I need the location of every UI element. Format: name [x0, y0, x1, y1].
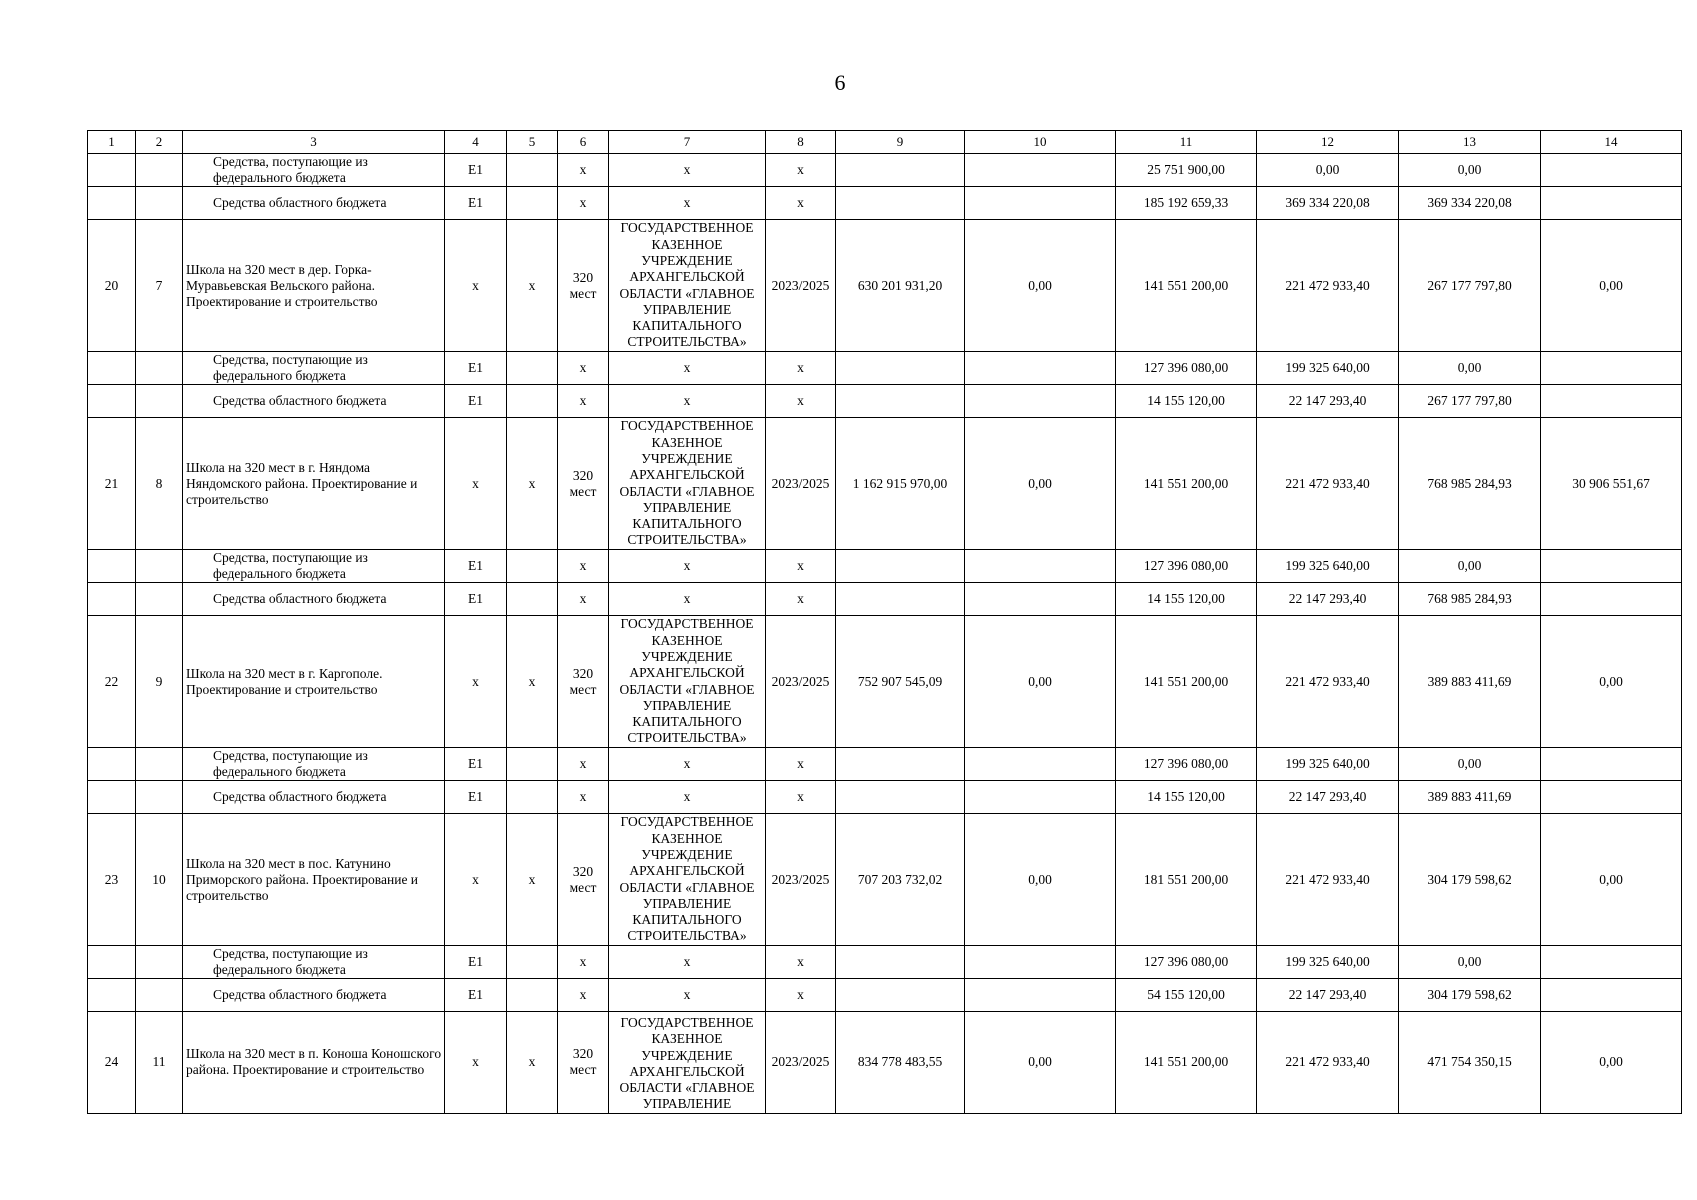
agency-cell: x [609, 781, 766, 814]
capacity-cell: x [558, 352, 609, 385]
row-number-cell: 24 [88, 1012, 136, 1114]
period-cell: x [766, 550, 836, 583]
capacity-cell: 320 мест [558, 220, 609, 352]
capacity-cell: x [558, 781, 609, 814]
object-name-cell: Школа на 320 мест в г. Няндома Няндомского района. Проектирование и строительство [183, 418, 445, 550]
col5-cell [507, 385, 558, 418]
amount-year1-cell: 25 751 900,00 [1116, 154, 1257, 187]
amount-year1-cell: 127 396 080,00 [1116, 946, 1257, 979]
object-name-cell: Школа на 320 мест в пос. Катунино Приморского района. Проектирование и строительство [183, 814, 445, 946]
funding-source-row [88, 946, 1682, 979]
estimated-cost-cell [836, 583, 965, 616]
col5-cell [507, 748, 558, 781]
header-cell: 1 [88, 131, 136, 154]
estimated-cost-cell: 630 201 931,20 [836, 220, 965, 352]
header-cell: 14 [1541, 131, 1682, 154]
sub-number-cell: 7 [136, 220, 183, 352]
header-cell: 9 [836, 131, 965, 154]
row-number-cell: 20 [88, 220, 136, 352]
amount-year2-cell: 199 325 640,00 [1257, 550, 1399, 583]
object-row [88, 814, 1682, 946]
header-cell: 2 [136, 131, 183, 154]
col10-cell: 0,00 [965, 616, 1116, 748]
amount-year3-cell: 0,00 [1399, 154, 1541, 187]
period-cell: x [766, 583, 836, 616]
col14-cell [1541, 748, 1682, 781]
amount-year1-cell: 141 551 200,00 [1116, 418, 1257, 550]
sub-number-cell [136, 154, 183, 187]
amount-year3-cell: 369 334 220,08 [1399, 187, 1541, 220]
funding-source-row [88, 352, 1682, 385]
col10-cell: 0,00 [965, 220, 1116, 352]
period-cell: 2023/2025 [766, 418, 836, 550]
sub-number-cell [136, 946, 183, 979]
estimated-cost-cell: 752 907 545,09 [836, 616, 965, 748]
object-name-cell: Средства, поступающие из федерального бюджета [183, 748, 445, 781]
period-cell: x [766, 979, 836, 1012]
amount-year1-cell: 127 396 080,00 [1116, 352, 1257, 385]
funding-source-row [88, 748, 1682, 781]
object-name-cell: Средства, поступающие из федерального бюджета [183, 154, 445, 187]
col5-cell [507, 550, 558, 583]
capacity-cell: x [558, 583, 609, 616]
amount-year2-cell: 221 472 933,40 [1257, 814, 1399, 946]
col10-cell [965, 550, 1116, 583]
col10-cell [965, 946, 1116, 979]
object-name-cell: Средства, поступающие из федерального бюджета [183, 352, 445, 385]
agency-cell: ГОСУДАРСТВЕННОЕ КАЗЕННОЕ УЧРЕЖДЕНИЕ АРХАНГЕЛЬСКОЙ ОБЛАСТИ «ГЛАВНОЕ УПРАВЛЕНИЕ КАПИТАЛЬНОГО СТРОИТЕЛЬСТВА» [609, 814, 766, 946]
code-cell: E1 [445, 781, 507, 814]
amount-year3-cell: 0,00 [1399, 352, 1541, 385]
object-row [88, 418, 1682, 550]
code-cell: E1 [445, 946, 507, 979]
estimated-cost-cell [836, 946, 965, 979]
object-name-cell: Средства областного бюджета [183, 583, 445, 616]
object-name-cell: Средства, поступающие из федерального бюджета [183, 946, 445, 979]
col10-cell: 0,00 [965, 418, 1116, 550]
agency-cell: x [609, 946, 766, 979]
code-cell: x [445, 616, 507, 748]
period-cell: 2023/2025 [766, 814, 836, 946]
header-cell: 12 [1257, 131, 1399, 154]
col10-cell [965, 781, 1116, 814]
amount-year1-cell: 141 551 200,00 [1116, 1012, 1257, 1114]
period-cell: x [766, 781, 836, 814]
capacity-cell: x [558, 748, 609, 781]
object-row [88, 220, 1682, 352]
header-cell: 5 [507, 131, 558, 154]
col5-cell [507, 946, 558, 979]
col14-cell [1541, 946, 1682, 979]
object-name-cell: Средства областного бюджета [183, 187, 445, 220]
row-number-cell [88, 385, 136, 418]
col14-cell [1541, 781, 1682, 814]
col14-cell [1541, 550, 1682, 583]
amount-year1-cell: 127 396 080,00 [1116, 748, 1257, 781]
col10-cell [965, 187, 1116, 220]
funding-source-row [88, 385, 1682, 418]
code-cell: E1 [445, 385, 507, 418]
amount-year2-cell: 369 334 220,08 [1257, 187, 1399, 220]
amount-year1-cell: 141 551 200,00 [1116, 616, 1257, 748]
agency-cell: ГОСУДАРСТВЕННОЕ КАЗЕННОЕ УЧРЕЖДЕНИЕ АРХАНГЕЛЬСКОЙ ОБЛАСТИ «ГЛАВНОЕ УПРАВЛЕНИЕ КАПИТАЛЬНОГО СТРОИТЕЛЬСТВА» [609, 220, 766, 352]
amount-year2-cell: 22 147 293,40 [1257, 583, 1399, 616]
col10-cell [965, 385, 1116, 418]
col14-cell [1541, 352, 1682, 385]
capacity-cell: 320 мест [558, 418, 609, 550]
amount-year1-cell: 141 551 200,00 [1116, 220, 1257, 352]
col10-cell [965, 583, 1116, 616]
estimated-cost-cell [836, 154, 965, 187]
code-cell: E1 [445, 352, 507, 385]
col5-cell: x [507, 220, 558, 352]
capacity-cell: x [558, 946, 609, 979]
code-cell: E1 [445, 154, 507, 187]
period-cell: x [766, 154, 836, 187]
object-name-cell: Средства областного бюджета [183, 385, 445, 418]
amount-year3-cell: 0,00 [1399, 946, 1541, 979]
object-row [88, 616, 1682, 748]
amount-year1-cell: 181 551 200,00 [1116, 814, 1257, 946]
capacity-cell: x [558, 550, 609, 583]
amount-year2-cell: 221 472 933,40 [1257, 616, 1399, 748]
code-cell: E1 [445, 979, 507, 1012]
amount-year2-cell: 199 325 640,00 [1257, 748, 1399, 781]
amount-year2-cell: 0,00 [1257, 154, 1399, 187]
amount-year2-cell: 221 472 933,40 [1257, 220, 1399, 352]
object-name-cell: Средства областного бюджета [183, 781, 445, 814]
col14-cell [1541, 187, 1682, 220]
col14-cell: 0,00 [1541, 616, 1682, 748]
period-cell: x [766, 748, 836, 781]
amount-year2-cell: 199 325 640,00 [1257, 946, 1399, 979]
amount-year1-cell: 127 396 080,00 [1116, 550, 1257, 583]
agency-cell: x [609, 748, 766, 781]
capacity-cell: 320 мест [558, 814, 609, 946]
object-name-cell: Школа на 320 мест в п. Коноша Коношского района. Проектирование и строительство [183, 1012, 445, 1114]
header-cell: 11 [1116, 131, 1257, 154]
col14-cell: 0,00 [1541, 1012, 1682, 1114]
sub-number-cell [136, 352, 183, 385]
capacity-cell: x [558, 385, 609, 418]
sub-number-cell [136, 385, 183, 418]
sub-number-cell [136, 748, 183, 781]
agency-cell: ГОСУДАРСТВЕННОЕ КАЗЕННОЕ УЧРЕЖДЕНИЕ АРХАНГЕЛЬСКОЙ ОБЛАСТИ «ГЛАВНОЕ УПРАВЛЕНИЕ [609, 1012, 766, 1114]
agency-cell: x [609, 385, 766, 418]
page-number: 6 [834, 70, 846, 95]
amount-year3-cell: 389 883 411,69 [1399, 781, 1541, 814]
col10-cell [965, 748, 1116, 781]
sub-number-cell: 11 [136, 1012, 183, 1114]
estimated-cost-cell [836, 352, 965, 385]
col5-cell [507, 979, 558, 1012]
col5-cell [507, 187, 558, 220]
sub-number-cell [136, 550, 183, 583]
header-cell: 13 [1399, 131, 1541, 154]
col5-cell: x [507, 1012, 558, 1114]
sub-number-cell [136, 583, 183, 616]
object-name-cell: Средства, поступающие из федерального бюджета [183, 550, 445, 583]
code-cell: E1 [445, 550, 507, 583]
row-number-cell [88, 583, 136, 616]
code-cell: x [445, 418, 507, 550]
agency-cell: x [609, 550, 766, 583]
col10-cell [965, 979, 1116, 1012]
amount-year1-cell: 14 155 120,00 [1116, 385, 1257, 418]
col5-cell: x [507, 616, 558, 748]
row-number-cell: 22 [88, 616, 136, 748]
period-cell: x [766, 352, 836, 385]
col14-cell: 30 906 551,67 [1541, 418, 1682, 550]
header-cell: 8 [766, 131, 836, 154]
col10-cell: 0,00 [965, 1012, 1116, 1114]
amount-year3-cell: 0,00 [1399, 550, 1541, 583]
funding-source-row [88, 187, 1682, 220]
row-number-cell [88, 748, 136, 781]
col14-cell [1541, 154, 1682, 187]
funding-source-row [88, 583, 1682, 616]
capacity-cell: 320 мест [558, 1012, 609, 1114]
row-number-cell [88, 154, 136, 187]
col5-cell [507, 583, 558, 616]
col5-cell [507, 352, 558, 385]
amount-year2-cell: 221 472 933,40 [1257, 1012, 1399, 1114]
header-cell: 7 [609, 131, 766, 154]
amount-year3-cell: 304 179 598,62 [1399, 979, 1541, 1012]
code-cell: x [445, 220, 507, 352]
agency-cell: x [609, 154, 766, 187]
capacity-cell: x [558, 187, 609, 220]
amount-year1-cell: 185 192 659,33 [1116, 187, 1257, 220]
amount-year2-cell: 199 325 640,00 [1257, 352, 1399, 385]
col14-cell [1541, 385, 1682, 418]
amount-year2-cell: 22 147 293,40 [1257, 979, 1399, 1012]
row-number-cell: 23 [88, 814, 136, 946]
col14-cell: 0,00 [1541, 220, 1682, 352]
funding-source-row [88, 979, 1682, 1012]
col5-cell [507, 154, 558, 187]
col10-cell [965, 154, 1116, 187]
col5-cell: x [507, 814, 558, 946]
amount-year3-cell: 471 754 350,15 [1399, 1012, 1541, 1114]
sub-number-cell: 10 [136, 814, 183, 946]
sub-number-cell: 9 [136, 616, 183, 748]
funding-source-row [88, 154, 1682, 187]
amount-year3-cell: 768 985 284,93 [1399, 418, 1541, 550]
amount-year3-cell: 304 179 598,62 [1399, 814, 1541, 946]
capacity-cell: 320 мест [558, 616, 609, 748]
agency-cell: x [609, 352, 766, 385]
sub-number-cell [136, 979, 183, 1012]
amount-year3-cell: 0,00 [1399, 748, 1541, 781]
estimated-cost-cell [836, 748, 965, 781]
code-cell: E1 [445, 187, 507, 220]
estimated-cost-cell [836, 979, 965, 1012]
agency-cell: x [609, 583, 766, 616]
code-cell: x [445, 814, 507, 946]
amount-year3-cell: 768 985 284,93 [1399, 583, 1541, 616]
col14-cell [1541, 979, 1682, 1012]
amount-year2-cell: 221 472 933,40 [1257, 418, 1399, 550]
sub-number-cell [136, 781, 183, 814]
period-cell: 2023/2025 [766, 220, 836, 352]
sub-number-cell: 8 [136, 418, 183, 550]
col10-cell [965, 352, 1116, 385]
agency-cell: ГОСУДАРСТВЕННОЕ КАЗЕННОЕ УЧРЕЖДЕНИЕ АРХАНГЕЛЬСКОЙ ОБЛАСТИ «ГЛАВНОЕ УПРАВЛЕНИЕ КАПИТАЛЬНОГО СТРОИТЕЛЬСТВА» [609, 418, 766, 550]
period-cell: x [766, 946, 836, 979]
code-cell: E1 [445, 583, 507, 616]
estimated-cost-cell [836, 187, 965, 220]
amount-year3-cell: 267 177 797,80 [1399, 220, 1541, 352]
col14-cell: 0,00 [1541, 814, 1682, 946]
amount-year1-cell: 14 155 120,00 [1116, 583, 1257, 616]
agency-cell: ГОСУДАРСТВЕННОЕ КАЗЕННОЕ УЧРЕЖДЕНИЕ АРХАНГЕЛЬСКОЙ ОБЛАСТИ «ГЛАВНОЕ УПРАВЛЕНИЕ КАПИТАЛЬНОГО СТРОИТЕЛЬСТВА» [609, 616, 766, 748]
amount-year2-cell: 22 147 293,40 [1257, 385, 1399, 418]
agency-cell: x [609, 187, 766, 220]
row-number-cell [88, 946, 136, 979]
estimated-cost-cell: 707 203 732,02 [836, 814, 965, 946]
object-row [88, 1012, 1682, 1114]
amount-year1-cell: 14 155 120,00 [1116, 781, 1257, 814]
amount-year2-cell: 22 147 293,40 [1257, 781, 1399, 814]
header-cell: 4 [445, 131, 507, 154]
funding-source-row [88, 550, 1682, 583]
agency-cell: x [609, 979, 766, 1012]
code-cell: E1 [445, 748, 507, 781]
header-cell: 10 [965, 131, 1116, 154]
col5-cell [507, 781, 558, 814]
amount-year1-cell: 54 155 120,00 [1116, 979, 1257, 1012]
row-number-cell [88, 979, 136, 1012]
estimated-cost-cell [836, 385, 965, 418]
period-cell: 2023/2025 [766, 1012, 836, 1114]
period-cell: 2023/2025 [766, 616, 836, 748]
col5-cell: x [507, 418, 558, 550]
row-number-cell [88, 550, 136, 583]
object-name-cell: Школа на 320 мест в г. Каргополе. Проектирование и строительство [183, 616, 445, 748]
object-name-cell: Средства областного бюджета [183, 979, 445, 1012]
funding-source-row [88, 781, 1682, 814]
row-number-cell [88, 781, 136, 814]
capacity-cell: x [558, 979, 609, 1012]
period-cell: x [766, 187, 836, 220]
row-number-cell: 21 [88, 418, 136, 550]
period-cell: x [766, 385, 836, 418]
col14-cell [1541, 583, 1682, 616]
header-cell: 6 [558, 131, 609, 154]
header-cell: 3 [183, 131, 445, 154]
row-number-cell [88, 187, 136, 220]
capacity-cell: x [558, 154, 609, 187]
object-name-cell: Школа на 320 мест в дер. Горка-Муравьевская Вельского района. Проектирование и строительство [183, 220, 445, 352]
code-cell: x [445, 1012, 507, 1114]
estimated-cost-cell [836, 550, 965, 583]
column-number-header-row [88, 131, 1682, 154]
amount-year3-cell: 389 883 411,69 [1399, 616, 1541, 748]
estimated-cost-cell: 834 778 483,55 [836, 1012, 965, 1114]
row-number-cell [88, 352, 136, 385]
col10-cell: 0,00 [965, 814, 1116, 946]
amount-year3-cell: 267 177 797,80 [1399, 385, 1541, 418]
sub-number-cell [136, 187, 183, 220]
estimated-cost-cell: 1 162 915 970,00 [836, 418, 965, 550]
capital-construction-table [87, 130, 1682, 1114]
estimated-cost-cell [836, 781, 965, 814]
